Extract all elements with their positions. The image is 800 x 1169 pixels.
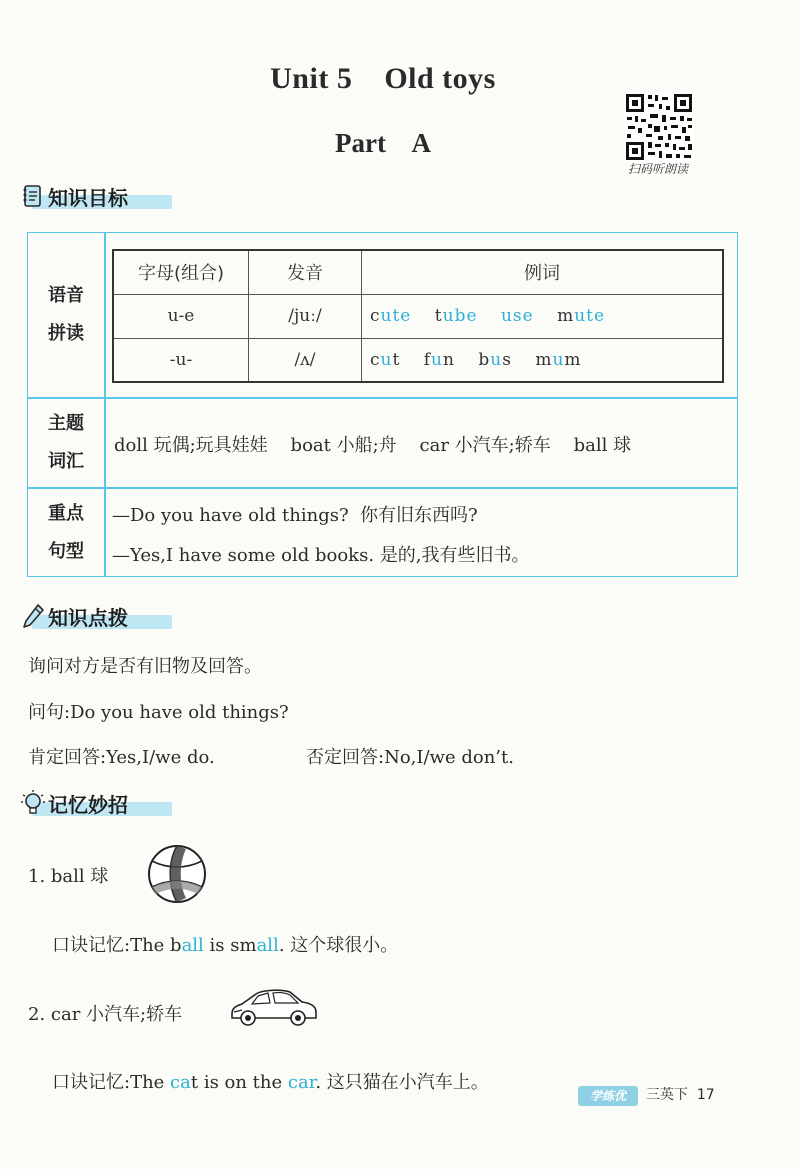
sentence-question: —Do you have old things? 你有旧东西吗? (112, 505, 478, 526)
answer-no: 否定回答:No,I/we don’t. (306, 747, 514, 768)
qr-code-icon[interactable] (624, 92, 694, 162)
row-divider (28, 487, 737, 489)
memory-item-2: 2. car 小汽车;轿车 (28, 1004, 183, 1025)
example-word: cute (370, 306, 412, 326)
letters-cell: -u- (113, 338, 249, 382)
header-examples: 例词 (362, 250, 724, 294)
example-word: mum (535, 349, 582, 370)
section-heading-goals (18, 180, 178, 212)
answer-yes: 肯定回答:Yes,I/we do. (28, 747, 215, 768)
page-footer-text: 三英下 17 (646, 1087, 715, 1103)
letters-cell: u-e (113, 294, 249, 338)
brand-badge: 学练优 (578, 1086, 638, 1106)
example-word: bus (478, 349, 512, 370)
table-row (113, 294, 723, 338)
example-word: fun (423, 349, 455, 370)
header-sound: 发音 (249, 250, 362, 294)
section-heading-points (18, 600, 178, 632)
point-line-2: 问句:Do you have old things? (28, 702, 289, 723)
sound-cell: /juː/ (249, 294, 362, 338)
section-title-goals: 知识目标 (48, 185, 128, 210)
mnemonic-2: 口诀记忆:The cat is on the car. 这只猫在小汽车上。 (52, 1072, 489, 1093)
mnemonic-1: 口诀记忆:The ball is small. 这个球很小。 (52, 935, 399, 956)
section-heading-memory (18, 787, 178, 819)
section-title-points: 知识点拨 (48, 605, 128, 630)
phonics-table (112, 249, 724, 383)
example-word: mute (557, 306, 606, 326)
column-divider (104, 233, 106, 576)
header-letters: 字母(组合) (113, 250, 249, 294)
page-title: Unit 5 Old toys (270, 62, 496, 95)
example-word: cut (370, 349, 401, 370)
point-line-1: 询问对方是否有旧物及回答。 (28, 656, 262, 677)
section-title-memory: 记忆妙招 (48, 792, 128, 817)
pencil-icon (20, 602, 46, 630)
row-divider (28, 397, 737, 399)
examples-cell (362, 294, 724, 338)
row-label-sentences: 重点 句型 (48, 503, 84, 562)
row-label-phonics: 语音 拼读 (48, 285, 84, 344)
qr-caption: 扫码听朗读 (627, 162, 688, 176)
car-icon (228, 984, 320, 1030)
row-label-vocabulary: 主题 词汇 (48, 413, 84, 472)
example-word: use (500, 306, 534, 326)
notebook-icon (20, 182, 46, 210)
examples-cell (362, 338, 724, 382)
example-word: tube (434, 306, 478, 326)
table-row (113, 338, 723, 382)
ball-icon (146, 843, 208, 905)
knowledge-goals-box (27, 232, 738, 577)
memory-item-1: 1. ball 球 (28, 866, 109, 887)
sound-cell: /ʌ/ (249, 338, 362, 382)
vocabulary-text: doll 玩偶;玩具娃娃 boat 小船;舟 car 小汽车;轿车 ball 球 (114, 435, 632, 456)
page-subtitle: Part A (335, 128, 431, 158)
lightbulb-icon (20, 789, 46, 817)
sentence-answer: —Yes,I have some old books. 是的,我有些旧书。 (112, 545, 530, 566)
